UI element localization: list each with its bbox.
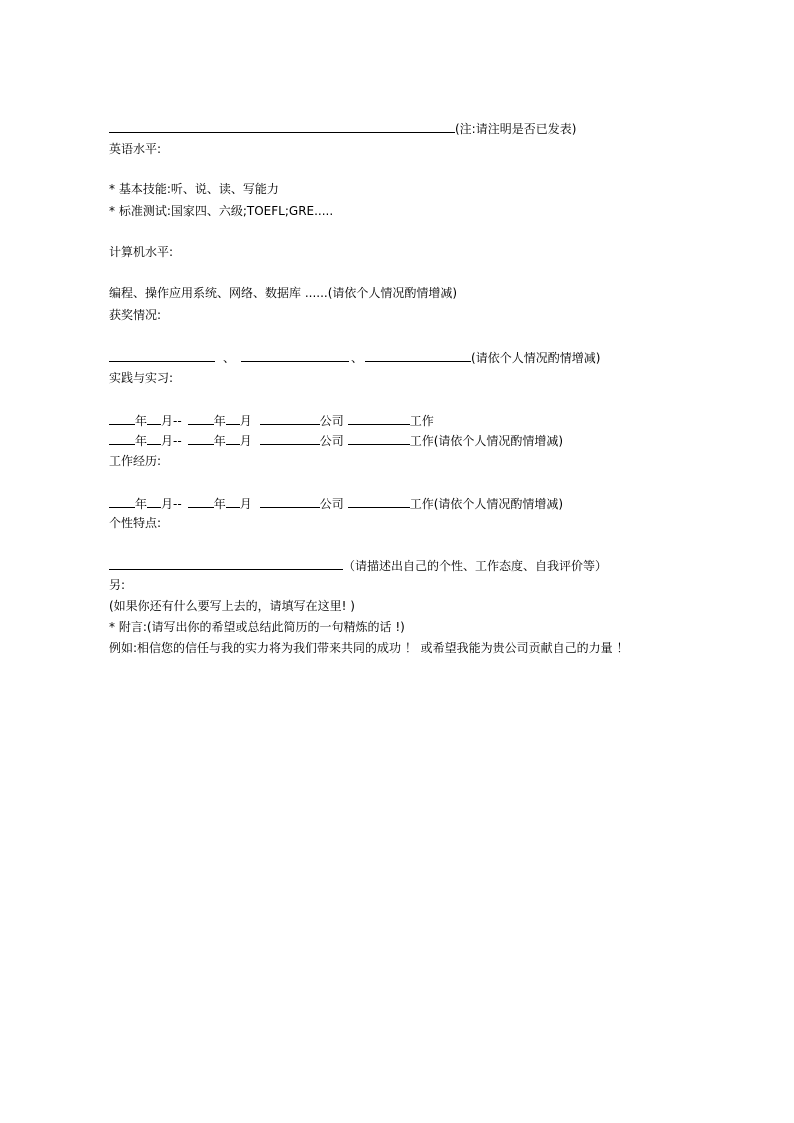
award-separator-1: 、 — [223, 351, 236, 365]
year-label: 年 — [213, 497, 226, 511]
year-label: 年 — [135, 497, 148, 511]
computer-heading: 计算机水平: — [109, 245, 174, 259]
company-label: 公司 — [319, 497, 344, 511]
job-blank[interactable] — [348, 432, 410, 445]
company-label: 公司 — [319, 414, 344, 428]
personality-heading: 个性特点: — [109, 516, 162, 530]
company-label: 公司 — [319, 434, 344, 448]
award-separator-2: 、 — [351, 351, 364, 365]
award-blank-1[interactable] — [109, 349, 215, 362]
job-blank[interactable] — [348, 412, 410, 425]
end-month-blank[interactable] — [226, 412, 240, 425]
computer-skills: 编程、操作应用系统、网络、数据库 ......(请依个人情况酌情增减) — [109, 286, 458, 300]
start-month-blank[interactable] — [147, 412, 161, 425]
month-dash-label: 月-- — [161, 434, 182, 448]
end-month-blank[interactable] — [226, 495, 240, 508]
awards-heading: 获奖情况: — [109, 308, 162, 322]
work-heading: 工作经历: — [109, 454, 162, 468]
start-year-blank[interactable] — [109, 432, 135, 445]
personality-note: （请描述出自己的个性、工作态度、自我评价等） — [343, 559, 608, 573]
work-row — [109, 495, 563, 509]
end-year-blank[interactable] — [188, 432, 214, 445]
month-label: 月 — [239, 414, 252, 428]
other-hint: (如果你还有什么要写上去的，请填写在这里! ) — [109, 599, 355, 613]
job-label: 工作 — [409, 497, 434, 511]
practice-heading: 实践与实习: — [109, 371, 174, 385]
english-standard-test: * 标准测试:国家四、六级;TOEFL;GRE..... — [109, 204, 334, 218]
end-year-blank[interactable] — [188, 495, 214, 508]
company-blank[interactable] — [260, 432, 320, 445]
end-year-blank[interactable] — [188, 412, 214, 425]
personality-line — [109, 557, 607, 571]
company-blank[interactable] — [260, 412, 320, 425]
year-label: 年 — [135, 434, 148, 448]
start-month-blank[interactable] — [147, 432, 161, 445]
end-month-blank[interactable] — [226, 432, 240, 445]
english-heading: 英语水平: — [109, 142, 162, 156]
publication-note: (注:请注明是否已发表) — [455, 122, 577, 136]
job-label: 工作 — [409, 434, 434, 448]
publication-line — [109, 120, 576, 134]
year-label: 年 — [213, 434, 226, 448]
month-label: 月 — [239, 497, 252, 511]
practice-row — [109, 432, 563, 446]
other-heading: 另: — [109, 578, 126, 592]
award-blank-3[interactable] — [365, 349, 471, 362]
year-label: 年 — [135, 414, 148, 428]
awards-note: (请依个人情况酌情增减) — [471, 351, 601, 365]
year-label: 年 — [213, 414, 226, 428]
personality-blank[interactable] — [109, 557, 343, 570]
example-line: 例如:相信您的信任与我的实力将为我们带来共同的成功 ！ 或希望我能为贵公司贡献自己的力量 ！ — [109, 641, 629, 655]
job-label: 工作 — [409, 414, 434, 428]
month-label: 月 — [239, 434, 252, 448]
appendix-line: * 附言:(请写出你的希望或总结此简历的一句精炼的话 !) — [109, 620, 405, 634]
start-year-blank[interactable] — [109, 495, 135, 508]
work-note: (请依个人情况酌情增减) — [433, 497, 564, 511]
job-blank[interactable] — [348, 495, 410, 508]
start-month-blank[interactable] — [147, 495, 161, 508]
awards-line — [109, 349, 600, 363]
english-basic-skills: * 基本技能:听、说、读、写能力 — [109, 182, 279, 196]
month-dash-label: 月-- — [161, 497, 182, 511]
company-blank[interactable] — [260, 495, 320, 508]
start-year-blank[interactable] — [109, 412, 135, 425]
practice-note: (请依个人情况酌情增减) — [433, 434, 564, 448]
month-dash-label: 月-- — [161, 414, 182, 428]
award-blank-2[interactable] — [241, 349, 349, 362]
practice-row — [109, 412, 434, 426]
publication-blank[interactable] — [109, 120, 455, 133]
